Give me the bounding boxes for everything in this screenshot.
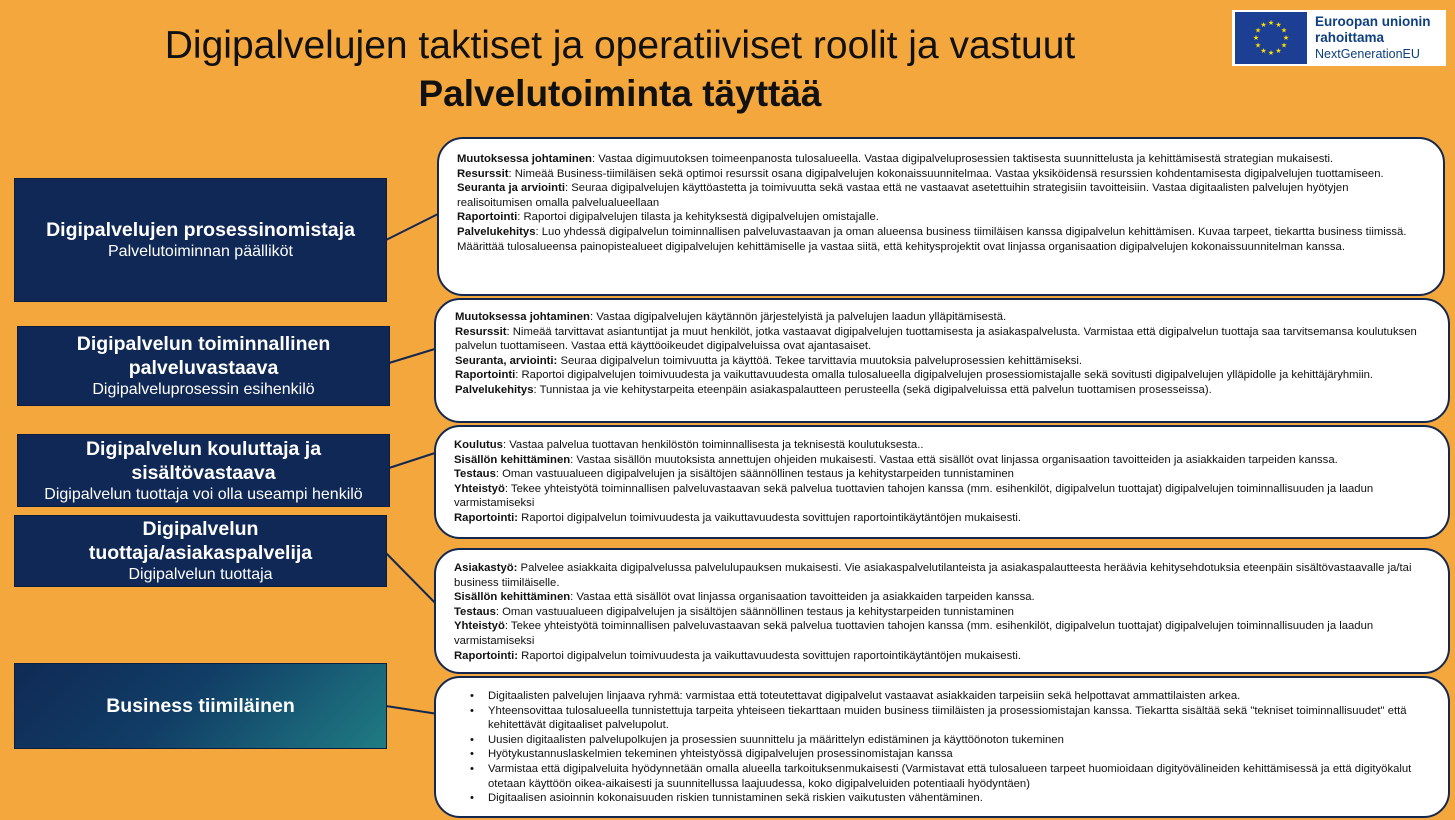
role-process-owner — [14, 178, 387, 302]
connector-line — [386, 214, 438, 240]
card-item: Koulutus: Vastaa palvelua tuottavan henkilöstön toiminnallisesta ja teknisestä koulutuksesta.. — [454, 439, 924, 451]
card-item: Yhteistyö: Tekee yhteistyötä toiminnallisen palveluvastaavan sekä palvelua tuottavien tahojen kanssa (mm. esihenkilöt, digipalvelun tuottajat) digipalvelujen toiminnallisuuden ja laadun varmistamiseksi — [454, 482, 1374, 510]
card-item: Muutoksessa johtaminen: Vastaa digimuutoksen toimeenpanosta tulosalueella. Vastaa digipalveluprosessien taktisesta suunnittelusta ja kehittämisestä strategian mukaisesti. — [457, 153, 1334, 165]
connector-line — [389, 452, 438, 468]
card-item: Seuranta ja arviointi: Seuraa digipalvelujen käyttöastetta ja toimivuutta sekä vastaa että ne vastaavat asetettuihin strategisiin tavoitteisiin. Vastaa digitaalisten palvelujen hyötyjen realisoitumisen omalla palvelualueellaan — [457, 182, 1349, 209]
card-item: Testaus: Oman vastuualueen digipalvelujen ja sisältöjen säännöllinen testaus ja kehitystarpeiden tunnistaminen — [454, 605, 1014, 618]
list-item: • Uusien digitaalisten palvelupolkujen ja prosessien suunnittelu ja määrittelyn edistäminen ja käyttöönoton tukeminen — [488, 733, 1430, 748]
svg-text:★: ★ — [1260, 47, 1267, 55]
role-subtitle: Digipalvelun tuottaja — [128, 566, 273, 583]
responsibility-card-service-manager — [434, 298, 1450, 423]
svg-text:★: ★ — [1254, 26, 1262, 35]
role-name: Business tiimiläinen — [106, 695, 295, 717]
card-item: Seuranta, arviointi: Seuraa digipalvelun toimivuutta ja käyttöä. Tekee tarvittavia muutoksia palveluprosessien kehittämiseksi. — [455, 354, 1083, 367]
card-item: Resurssit: Nimeää Business-tiimiläisen sekä optimoi resurssit osana digipalvelujen kokonaissuunnitelmaa. Vastaa yksiköidensä resurssien kohdentamisesta digipalvelujen tuottamiseen. — [457, 167, 1384, 180]
connector-line — [389, 348, 438, 363]
role-name: Digipalvelujen prosessinomistaja — [46, 219, 355, 241]
svg-text:★: ★ — [1260, 21, 1267, 29]
responsibility-card-process-owner — [437, 137, 1445, 296]
responsibility-card-producer-service — [434, 548, 1450, 674]
responsibility-card-business-member — [434, 676, 1450, 818]
card-item: Yhteistyö: Tekee yhteistyötä toiminnallisen palveluvastaavan sekä palvelua tuottavien tahojen kanssa (mm. esihenkilöt, digipalvelun tuottajat) digipalvelujen toiminnallisuuden ja laadun varmistamiseksi — [454, 620, 1374, 647]
role-name: Digipalvelun kouluttaja ja sisältövastaava — [85, 437, 322, 484]
card-item: Raportointi: Raportoi digipalvelujen toimivuudesta ja vaikuttavuudesta omalla tulosalueella digipalvelujen prosessiomistajalle sekä sovitusti digipalvelujen ylläpidolle ja kehittäjäryhmiin. — [455, 369, 1374, 382]
role-subtitle: Palvelutoiminnan päälliköt — [108, 243, 293, 260]
responsibility-card-trainer-content — [434, 425, 1450, 539]
svg-text:★: ★ — [1267, 19, 1275, 27]
list-item: • Digitaalisten palvelujen linjaava ryhmä: varmistaa että toteutettavat digipalvelut vastaavat asiakkaiden tarpeisiin sekä helpottavat ammattilaisten arkea. — [488, 689, 1430, 704]
eu-logo-line2: rahoittama — [1315, 30, 1385, 45]
role-subtitle: Digipalveluprosessin esihenkilö — [92, 381, 315, 398]
svg-text:★: ★ — [1254, 41, 1262, 50]
card-item: Sisällön kehittäminen: Vastaa että sisällöt ovat linjassa organisaation tavoitteiden ja asiakkaiden tarpeiden kanssa. — [454, 591, 1035, 604]
role-service-manager — [17, 326, 390, 406]
card-item: Raportointi: Raportoi digipalvelun toimivuudesta ja vaikuttavuudesta sovittujen raportointikäytäntöjen mukaisesti. — [454, 511, 1022, 524]
card-item: Muutoksessa johtaminen: Vastaa digipalvelujen käytännön järjestelyistä ja palvelujen laadun ylläpitämisestä. — [455, 311, 1007, 323]
eu-logo-line3: NextGenerationEU — [1315, 47, 1420, 61]
role-name: Digipalvelun tuottaja/asiakaspalvelija — [88, 518, 313, 564]
svg-text:★: ★ — [1280, 26, 1288, 35]
card-item: Palvelukehitys: Tunnistaa ja vie kehitystarpeita eteenpäin asiakaspalautteen perusteella (sekä digipalveluissa että palvelun tuottamisen prosesseissa). — [455, 383, 1212, 396]
role-subtitle: Digipalvelun tuottaja voi olla useampi henkilö — [44, 485, 363, 503]
role-trainer-content — [17, 434, 390, 507]
card-item: Palvelukehitys: Luo yhdessä digipalvelun toiminnallisen palveluvastaavan ja oman alueensa business tiimiläisen kanssa digipalvelun kehittämisen. Kuvaa tarpeet, tiekartta business tiimissä. Määrittää tulosalueensa painopistealueet digipalvelujen kehittämiselle ja vastaa siitä, että kehitysprojektit ovat linjassa organisaation digipalvelujen kokonaissuunnitelman kanssa. — [457, 225, 1407, 253]
role-business-member — [14, 663, 387, 749]
role-name: Digipalvelun toiminnallinen palveluvastaava — [76, 333, 331, 379]
connector-line — [386, 706, 438, 714]
card-item: Asiakastyö: Palvelee asiakkaita digipalvelussa palvelulupauksen mukaisesti. Vie asiakaspalvelutilanteista ja asiakaspalautteesta heräävia kehitysehdotuksia eteenpäin sisältövastaavalle ja/tai business tiimiläiselle. — [454, 562, 1412, 589]
card-item: Raportointi: Raportoi digipalvelujen tilasta ja kehityksestä digipalvelujen omistajalle. — [457, 211, 879, 224]
svg-text:★: ★ — [1280, 41, 1288, 50]
svg-text:★: ★ — [1275, 47, 1282, 55]
svg-text:★: ★ — [1282, 34, 1290, 42]
business-bullet-list — [466, 689, 1430, 806]
list-item: • Hyötykustannuslaskelmien tekeminen yhteistyössä digipalvelujen prosessinomistajan kanssa — [488, 747, 1430, 762]
svg-text:★: ★ — [1267, 49, 1275, 57]
page-subtitle: Palvelutoiminta täyttää — [418, 73, 822, 114]
eu-logo-line1: Euroopan unionin — [1315, 14, 1431, 29]
card-item: Testaus: Oman vastuualueen digipalvelujen ja sisältöjen säännöllinen testaus ja kehitystarpeiden tunnistaminen — [454, 468, 1014, 481]
card-item: Resurssit: Nimeää tarvittavat asiantuntijat ja muut henkilöt, jotka vastaavat digipalvelujen tuottamisesta ja asiakaspalvelusta. Varmistaa että digipalvelun tuottaja saa tarvitsemansa koulutuksen palvelun tuottamiseen. Vastaa että käyttöoikeudet digipalveluissa ovat ajantasaiset. — [455, 325, 1417, 353]
page-title: Digipalvelujen taktiset ja operatiiviset roolit ja vastuut — [164, 24, 1076, 67]
svg-text:★: ★ — [1275, 21, 1282, 29]
svg-text:★: ★ — [1252, 34, 1260, 42]
card-item: Raportointi: Raportoi digipalvelun toimivuudesta ja vaikuttavuudesta sovittujen raportointikäytäntöjen mukaisesti. — [454, 649, 1022, 662]
card-item: Sisällön kehittäminen: Vastaa sisällön muutoksista annettujen ohjeiden mukaisesti. Vastaa että sisällöt ovat linjassa organisaation tavoitteiden ja asiakkaiden tarpeiden kanssa. — [454, 453, 1338, 466]
list-item: • Yhteensovittaa tulosalueella tunnistettuja tarpeita yhteiseen tiekarttaan muiden business tiimiläisten ja prosessiomistajan kanssa. Tiekartta sisältää sekä "tekniset toiminnallisuudet" että kehitettävät digitaaliset palvelupolut. — [488, 704, 1430, 733]
list-item: • Varmistaa että digipalveluita hyödynnetään omalla alueella tarkoituksenmukaisesti (Varmistavat että tulosalueen tarpeet huomioidaan digityövälineiden kehittämisessä ja että digityökalut otetaan käyttöön oikea-aikaisesti ja suunnitellussa laajuudessa, koko digipalveluiden potentiaali hyödyntäen) — [488, 762, 1430, 791]
role-producer-service — [14, 515, 387, 587]
list-item: • Digitaalisen asioinnin kokonaisuuden riskien tunnistaminen sekä riskien vaikutusten vähentäminen. — [488, 791, 1430, 806]
